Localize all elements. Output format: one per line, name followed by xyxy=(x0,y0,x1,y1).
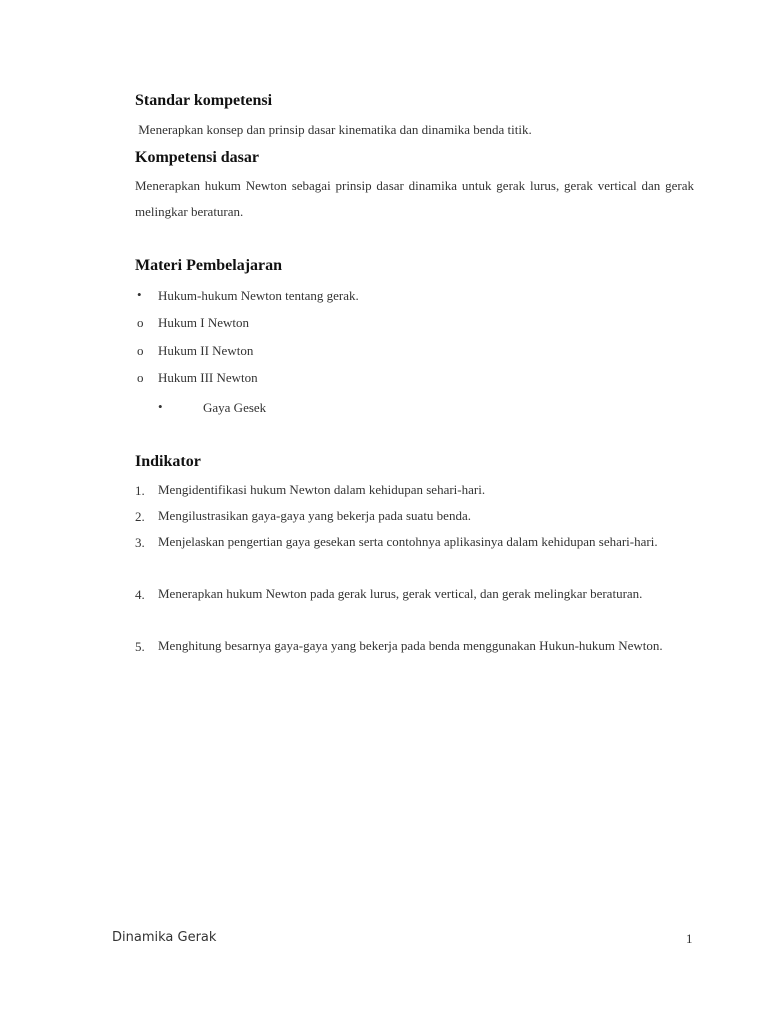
page-number: 1 xyxy=(686,931,693,946)
materi-item: Hukum-hukum Newton tentang gerak. xyxy=(158,288,359,303)
list-number: 5. xyxy=(135,639,145,654)
heading-kompetensi-dasar: Kompetensi dasar xyxy=(135,149,259,166)
footer-title: Dinamika Gerak xyxy=(112,930,217,945)
bullet-icon: • xyxy=(158,399,163,414)
materi-item: Hukum III Newton xyxy=(158,370,258,385)
circle-bullet-icon: o xyxy=(137,343,144,358)
indikator-item: Menghitung besarnya gaya-gaya yang bekerja pada benda menggunakan Hukun-hukum Newton. xyxy=(158,638,663,653)
list-number: 4. xyxy=(135,587,145,602)
indikator-item: Mengidentifikasi hukum Newton dalam kehidupan sehari-hari. xyxy=(158,482,486,497)
materi-item: Gaya Gesek xyxy=(203,400,267,415)
bullet-icon: • xyxy=(137,287,142,302)
list-number: 3. xyxy=(135,535,145,550)
list-number: 2. xyxy=(135,509,145,524)
indikator-item: Menjelaskan pengertian gaya gesekan serta contohnya aplikasinya dalam kehidupan sehari-hari. xyxy=(158,534,658,549)
kompetensi-dasar-text: Menerapkan hukum Newton sebagai prinsip dasar dinamika untuk gerak lurus, gerak vertical dan gerak melingkar beraturan. xyxy=(135,178,694,219)
list-number: 1. xyxy=(135,483,145,498)
indikator-item: Mengilustrasikan gaya-gaya yang bekerja pada suatu benda. xyxy=(158,508,471,523)
circle-bullet-icon: o xyxy=(137,315,144,330)
standar-kompetensi-text: Menerapkan konsep dan prinsip dasar kinematika dan dinamika benda titik. xyxy=(135,122,532,137)
materi-item: Hukum I Newton xyxy=(158,315,249,330)
circle-bullet-icon: o xyxy=(137,370,144,385)
indikator-item: Menerapkan hukum Newton pada gerak lurus, gerak vertical, dan gerak melingkar beraturan. xyxy=(158,586,643,601)
materi-item: Hukum II Newton xyxy=(158,343,254,358)
heading-materi-pembelajaran: Materi Pembelajaran xyxy=(135,257,283,274)
heading-standar-kompetensi: Standar kompetensi xyxy=(135,92,273,109)
heading-indikator: Indikator xyxy=(135,453,201,470)
